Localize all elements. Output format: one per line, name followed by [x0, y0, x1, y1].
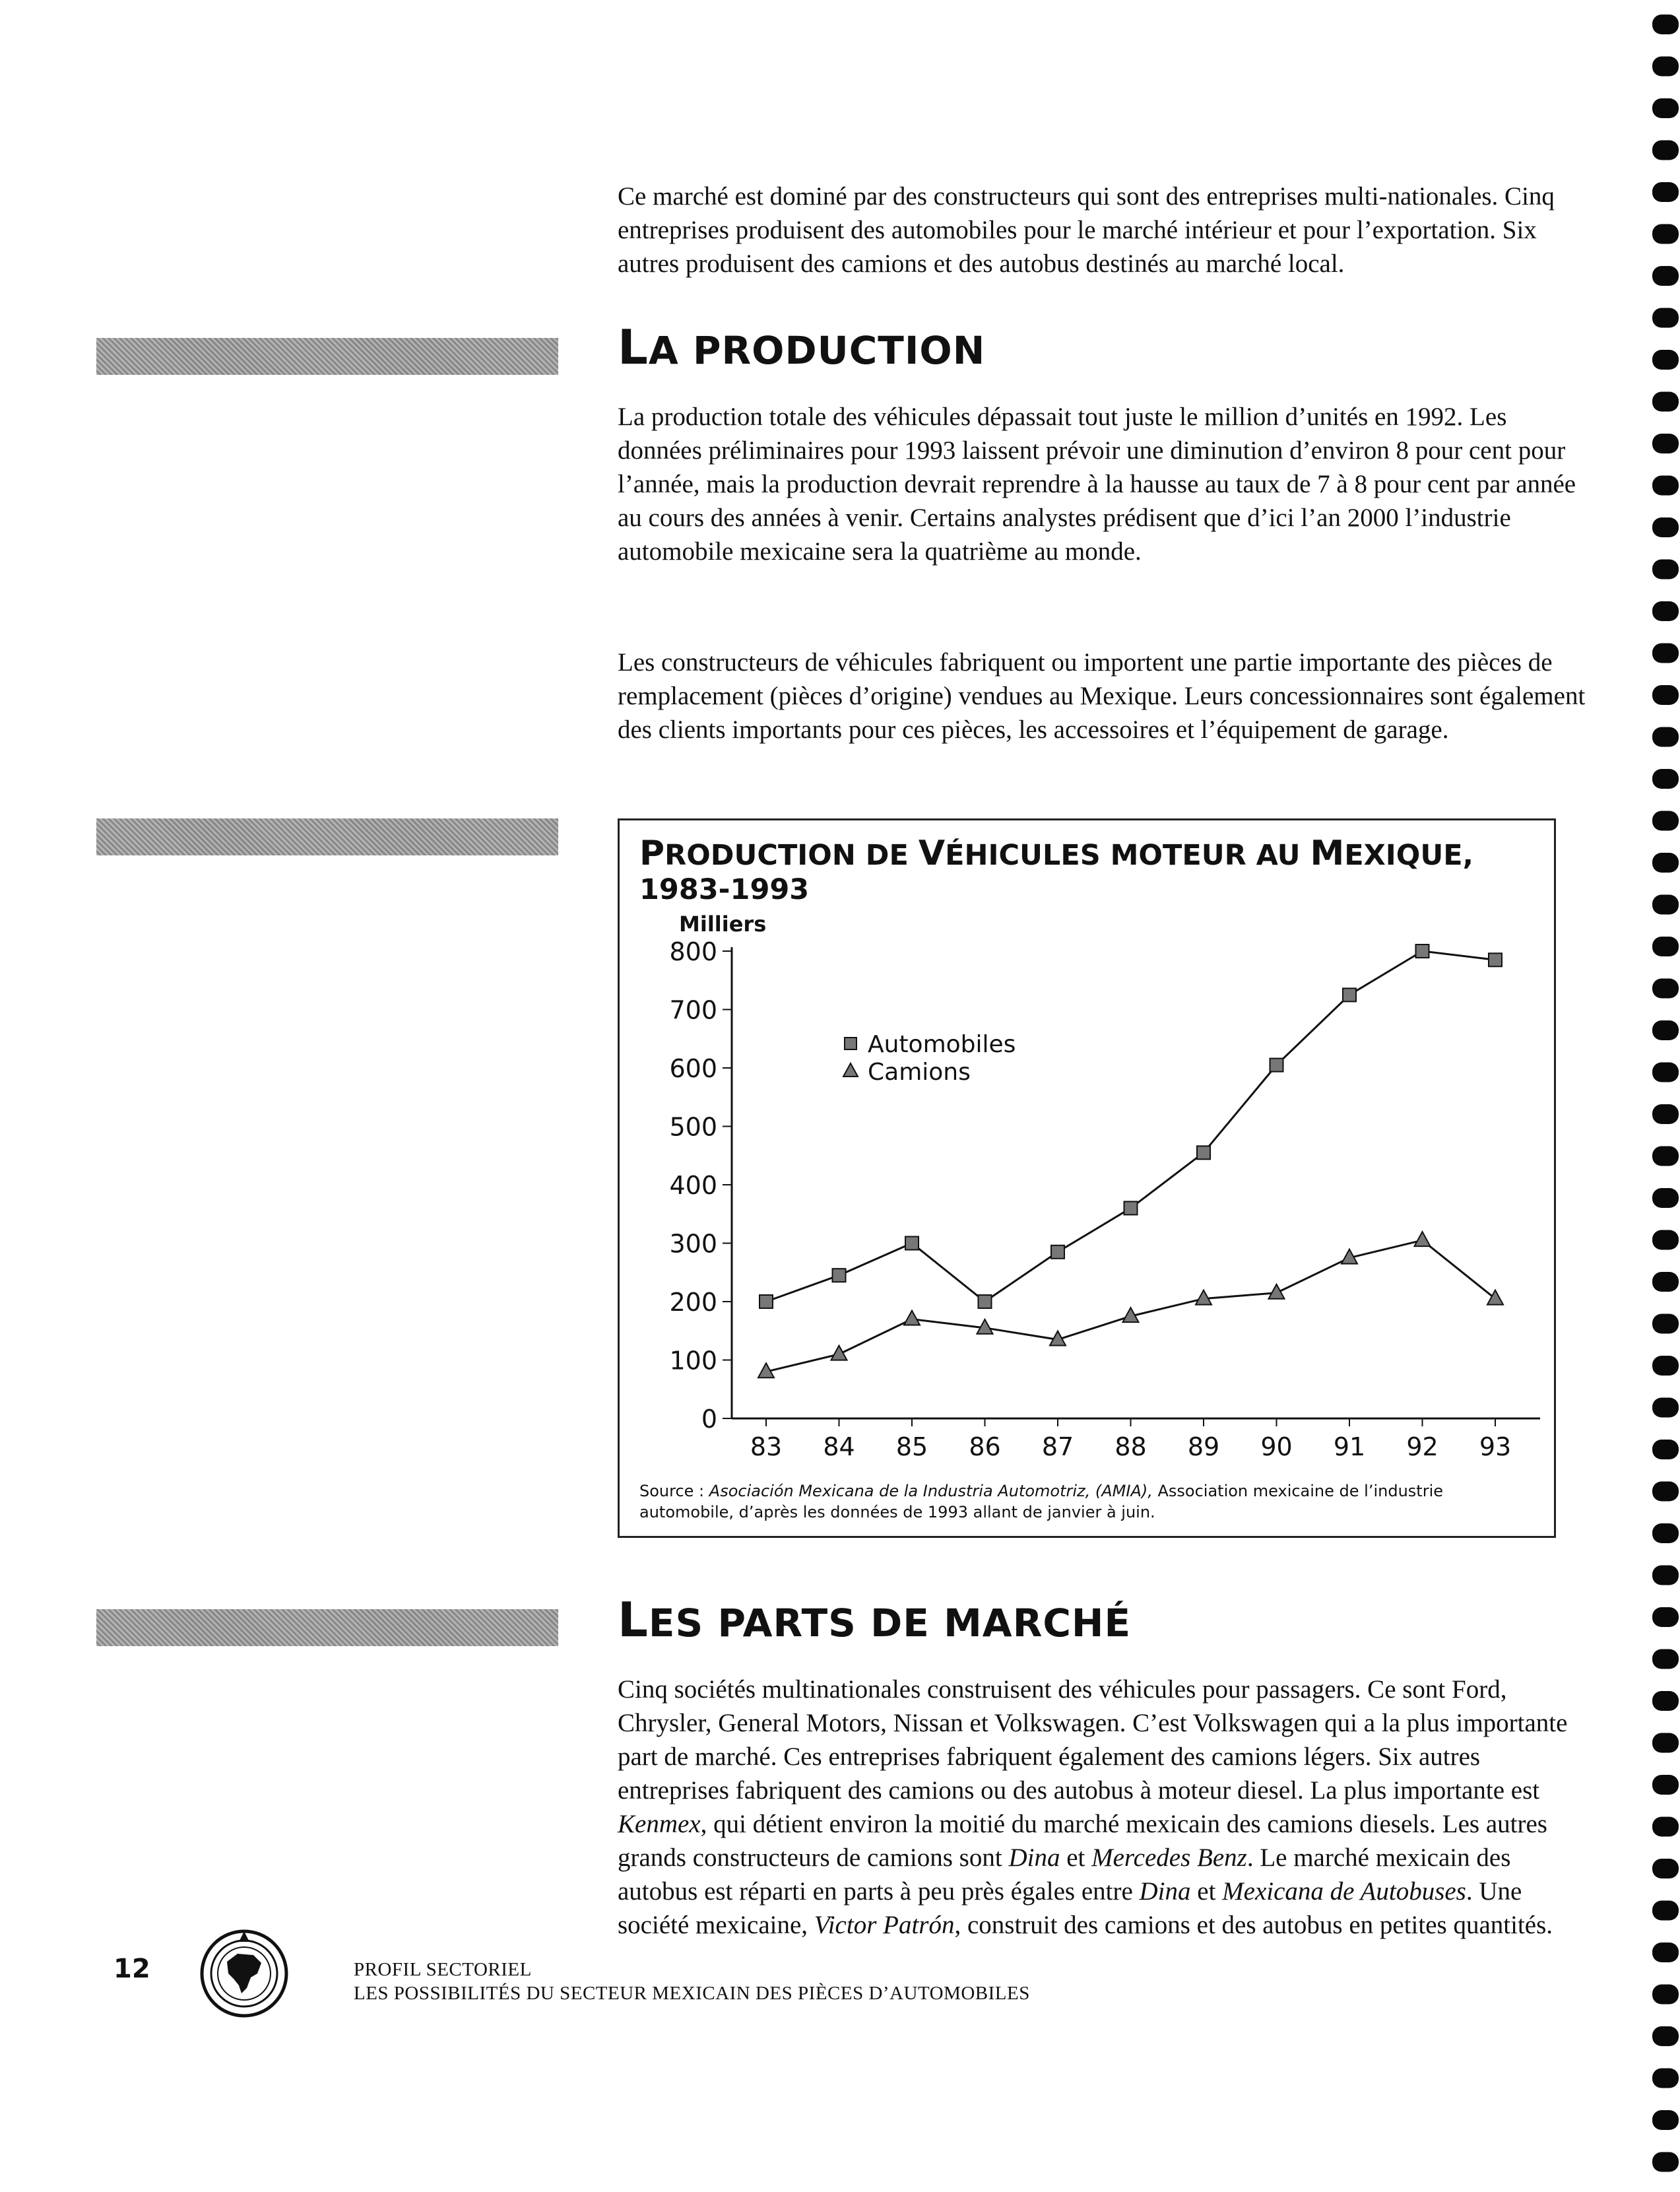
data-point-automobiles — [1197, 1146, 1210, 1159]
binding-hole — [1652, 1775, 1679, 1795]
binding-hole — [1652, 1314, 1679, 1334]
data-point-camions — [1415, 1232, 1431, 1246]
chart-title-cap-p: P — [639, 834, 665, 873]
paragraph-run: . Le marché mexicain des autobus est réparti en parts à peu près égales entre — [618, 1843, 1511, 1906]
binding-hole — [1652, 1356, 1679, 1376]
binding-hole — [1652, 601, 1679, 621]
binding-hole — [1652, 2069, 1679, 2088]
chart-y-unit: Milliers — [679, 912, 767, 937]
binding-hole — [1652, 1272, 1679, 1292]
data-point-automobiles — [833, 1269, 846, 1282]
chart-title-part-b: ÉHICULES MOTEUR AU — [945, 839, 1310, 872]
production-heading — [618, 319, 985, 375]
x-tick-label: 87 — [1041, 1432, 1074, 1461]
company-name: Victor Patrón — [814, 1911, 955, 1939]
binding-hole — [1652, 769, 1679, 789]
binding-hole — [1652, 266, 1679, 286]
legend-triangle-icon — [843, 1063, 858, 1077]
binding-hole — [1652, 1020, 1679, 1040]
y-tick-label: 700 — [669, 995, 717, 1025]
binding-hole — [1652, 1566, 1679, 1585]
binding-hole — [1652, 2152, 1679, 2172]
binding-hole — [1652, 1104, 1679, 1124]
binding-hole — [1652, 350, 1679, 370]
chart-title-part-a: RODUCTION DE — [664, 839, 919, 872]
chart-title-part-c: EXIQUE, — [1344, 839, 1473, 872]
data-point-automobiles — [905, 1237, 919, 1250]
binding-hole — [1652, 685, 1679, 705]
binding-hole — [1652, 392, 1679, 412]
binding-hole — [1652, 1649, 1679, 1669]
y-tick-label: 800 — [669, 937, 717, 966]
x-tick-label: 86 — [969, 1432, 1001, 1461]
binding-hole — [1652, 1188, 1679, 1208]
production-heading-rest: A PRODUCTION — [648, 328, 986, 373]
market-heading — [618, 1592, 1131, 1647]
company-name: Dina — [1008, 1843, 1060, 1872]
binding-hole — [1652, 1943, 1679, 1962]
data-point-automobiles — [759, 1295, 773, 1308]
x-tick-label: 85 — [895, 1432, 928, 1461]
binding-hole — [1652, 476, 1679, 496]
data-point-automobiles — [1270, 1059, 1283, 1072]
production-paragraph-1: La production totale des véhicules dépassait tout juste le million d’unités en 1992. Les données préliminaires pour 1993 laissent prévoir une diminution d’environ 8 pour cent pour l’année, mais la production devrait reprendre à la hausse au taux de 7 à 8 pour cent par année au cours des années à venir. Certains analystes prédisent que d’ici l’an 2000 l’industrie automobile mexicaine sera la quatrième au monde. — [618, 403, 1576, 566]
production-chart — [618, 818, 1556, 1538]
binding-hole — [1652, 1859, 1679, 1878]
legend-square-icon — [845, 1038, 856, 1049]
binding-hole — [1652, 224, 1679, 244]
binding-hole — [1652, 1691, 1679, 1711]
data-point-automobiles — [979, 1295, 992, 1308]
y-tick-label: 600 — [669, 1054, 717, 1083]
binding-hole — [1652, 1985, 1679, 2005]
x-tick-label: 84 — [823, 1432, 855, 1461]
binding-hole — [1652, 644, 1679, 663]
binding-hole — [1652, 937, 1679, 956]
binding-hole — [1652, 517, 1679, 537]
x-tick-label: 93 — [1479, 1432, 1512, 1461]
data-point-automobiles — [1343, 988, 1356, 1001]
paragraph-run: et — [1190, 1877, 1223, 1906]
binding-hole — [1652, 1901, 1679, 1921]
binding-hole — [1652, 1440, 1679, 1459]
y-tick-label: 400 — [669, 1171, 717, 1200]
company-name: Mercedes Benz — [1091, 1843, 1247, 1872]
x-tick-label: 89 — [1187, 1432, 1220, 1461]
paragraph-run: et — [1060, 1843, 1092, 1872]
footer-line-1: PROFIL SECTORIEL — [354, 1959, 532, 1980]
chart-title-years: 1983-1993 — [639, 873, 810, 906]
binding-hole — [1652, 141, 1679, 160]
paragraph-run: , construit des camions et des autobus en petites quantités. — [954, 1911, 1553, 1939]
x-tick-label: 92 — [1406, 1432, 1438, 1461]
company-name: Kenmex — [618, 1810, 701, 1838]
binding-hole — [1652, 1146, 1679, 1166]
chart-title-cap-m: M — [1310, 834, 1345, 873]
data-point-automobiles — [1124, 1201, 1138, 1214]
binding-hole — [1652, 182, 1679, 202]
paragraph-run: Cinq sociétés multinationales construisent des véhicules pour passagers. Ce sont Ford, Chrysler, General Motors, Nissan et Volkswagen. C’est Volkswagen qui a la plus importante part de marché. Ces entreprises fabriquent également des camions légers. Six autres entreprises fabriquent des camions ou des autobus à moteur diesel. La plus importante est — [618, 1675, 1568, 1805]
binding-hole — [1652, 979, 1679, 999]
margin-bar-production — [96, 338, 558, 375]
chart-source — [639, 1480, 1537, 1523]
x-tick-label: 88 — [1115, 1432, 1147, 1461]
footer-line-2: LES POSSIBILITÉS DU SECTEUR MEXICAIN DES PIÈCES D’AUTOMOBILES — [354, 1983, 1030, 2004]
data-point-automobiles — [1489, 953, 1502, 966]
binding-hole — [1652, 1607, 1679, 1627]
binding-hole — [1652, 1230, 1679, 1250]
market-heading-cap: L — [618, 1592, 649, 1647]
chart-source-prefix: Source : — [639, 1482, 709, 1500]
x-tick-label: 90 — [1260, 1432, 1293, 1461]
company-name: Mexicana de Autobuses — [1222, 1877, 1466, 1906]
company-name: Dina — [1139, 1877, 1191, 1906]
data-point-automobiles — [1051, 1245, 1064, 1259]
binding-hole — [1652, 2026, 1679, 2046]
binding-hole — [1652, 2110, 1679, 2130]
legend-label: Camions — [868, 1059, 971, 1086]
binding-hole — [1652, 811, 1679, 831]
chart-source-org: Asociación Mexicana de la Industria Automotriz, (AMIA), — [709, 1482, 1153, 1500]
binding-hole — [1652, 1733, 1679, 1753]
binding-hole — [1652, 895, 1679, 915]
margin-bar-market — [96, 1609, 558, 1646]
data-point-camions — [904, 1311, 920, 1325]
binding-hole — [1652, 1817, 1679, 1837]
y-tick-label: 500 — [669, 1112, 717, 1142]
paragraph-run: . Une société mexicaine, — [618, 1877, 1522, 1939]
chart-title-cap-v: V — [918, 834, 946, 873]
paragraph-run: , qui détient environ la moitié du marché mexicain des camions diesels. Les autres grands constructeurs de camions sont — [618, 1810, 1547, 1872]
binding-hole — [1652, 853, 1679, 873]
binding-hole — [1652, 308, 1679, 328]
north-america-globe-seal-icon — [198, 1927, 290, 2020]
binding-hole — [1652, 1482, 1679, 1502]
y-tick-label: 200 — [669, 1288, 717, 1317]
binding-hole — [1652, 1398, 1679, 1418]
data-point-camions — [831, 1346, 847, 1360]
data-point-camions — [1269, 1284, 1285, 1299]
production-paragraph-2: Les constructeurs de véhicules fabriquent ou importent une partie importante des pièces de remplacement (pièces d’origine) vendues au Mexique. Leurs concessionnaires sont également des clients importants pour ces pièces, les accessoires et l’équipement de garage. — [618, 648, 1586, 744]
legend-label: Automobiles — [868, 1031, 1016, 1058]
market-paragraph — [618, 1673, 1594, 1942]
market-heading-rest: ES PARTS DE MARCHÉ — [648, 1601, 1132, 1645]
x-tick-label: 83 — [750, 1432, 783, 1461]
x-tick-label: 91 — [1333, 1432, 1366, 1461]
data-point-camions — [1487, 1290, 1503, 1305]
margin-bar-chart — [96, 818, 558, 855]
binding-holes — [1650, 0, 1680, 2192]
binding-hole — [1652, 1523, 1679, 1543]
binding-hole — [1652, 57, 1679, 77]
binding-hole — [1652, 727, 1679, 747]
binding-hole — [1652, 15, 1679, 34]
chart-source-rest: Association mexicaine de l’industrie automobile, d’après les données de 1993 allant de janvier à juin. — [639, 1482, 1444, 1521]
page-number: 12 — [113, 1954, 150, 1984]
chart-plot — [620, 820, 1554, 1536]
footer-text — [354, 1958, 1030, 2005]
binding-hole — [1652, 434, 1679, 453]
y-tick-label: 300 — [669, 1229, 717, 1259]
binding-hole — [1652, 98, 1679, 118]
data-point-automobiles — [1416, 945, 1429, 958]
intro-paragraph: Ce marché est dominé par des constructeurs qui sont des entreprises multi-nationales. Cinq entreprises produisent des automobiles pour le marché intérieur et pour l’exportation. Six autres produisent des camions et des autobus destinés au marché local. — [618, 182, 1555, 278]
binding-hole — [1652, 1063, 1679, 1082]
y-tick-label: 100 — [669, 1346, 717, 1376]
y-tick-label: 0 — [701, 1405, 717, 1434]
binding-hole — [1652, 560, 1679, 580]
production-heading-cap: L — [618, 319, 649, 375]
